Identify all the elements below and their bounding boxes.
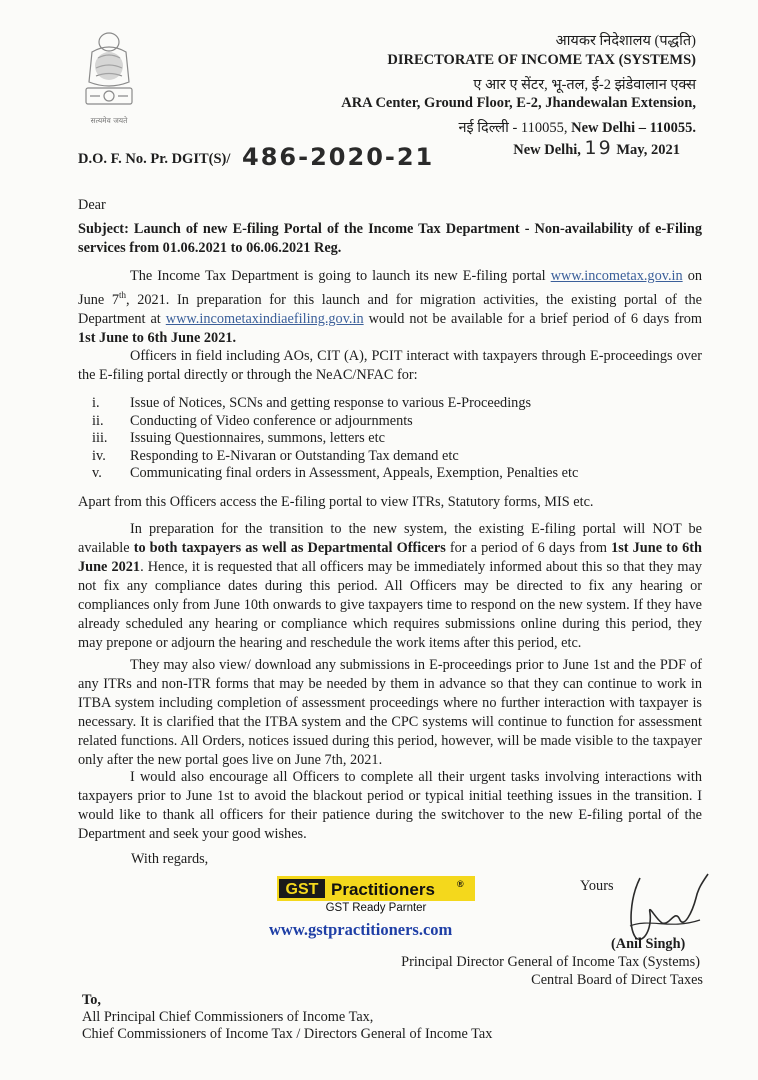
subject: Subject: Launch of new E-filing Portal of the Income Tax Department - Non-availability of e-Filing services from 01.06.2021 to 06.06.2021 Reg. [78, 221, 702, 256]
signer-name: (Anil Singh) [611, 936, 686, 952]
header-address: ARA Center, Ground Floor, E-2, Jhandewalan Extension, [341, 95, 696, 111]
list-item [78, 395, 702, 413]
header-hindi-city: नई दिल्ली - 110055, [458, 120, 568, 136]
list-item [78, 413, 702, 431]
p1-text-c: , 2021. In preparation for this launch and for migration activities, the existing portal of the Department at [78, 291, 702, 327]
emblem-caption: सत्यमेव जयते [90, 116, 128, 125]
p1-sup: th [118, 290, 126, 300]
p1-text-d: would not be available for a brief period of 6 days from [363, 310, 703, 327]
date-day: 19 [584, 137, 613, 159]
p4-text-c: . Hence, it is requested that all officers may be immediately informed about this so that they may not fix any compliance dates during this period. All Officers may be directed to fix any hearing or compliances only from June 10th onwards to give taxpayers time to respond on the new system. If they have already scheduled any hearing or compliance which requires submissions online during this period, they may prepone or adjourn the hearing and reschedule the work items after this period, etc. [78, 559, 702, 651]
header-city: New Delhi – 110055. [571, 120, 696, 136]
p1-text-b: on June 7 [78, 268, 702, 308]
date-line [513, 137, 680, 159]
list-num: iv. [92, 447, 106, 464]
p4-bold-2: 1st June to 6th June 2021 [78, 540, 702, 575]
header-hindi-dept: आयकर निदेशालय (पद्धति) [555, 33, 696, 49]
ref-line [78, 141, 434, 169]
recipient-line-2: Chief Commissioners of Income Tax / Directors General of Income Tax [82, 1026, 493, 1042]
header-city-line [458, 117, 696, 137]
header-hindi-address: ए आर ए सेंटर, भू-तल, ई-2 झंडेवालान एक्स [473, 77, 696, 93]
gst-tagline: GST Ready Parnter [325, 902, 427, 914]
paragraph-3: Apart from this Officers access the E-filing portal to view ITRs, Statutory forms, MIS etc. [78, 494, 594, 510]
gst-logo-graphic [277, 876, 475, 901]
p4-text-a: In preparation for the transition to the new system, the existing E-filing portal will NOT be available [78, 521, 702, 556]
list-text: Communicating final orders in Assessment, Appeals, Exemption, Penalties etc [130, 465, 579, 481]
header-dept: DIRECTORATE OF INCOME TAX (SYSTEMS) [387, 52, 696, 68]
ref-handwritten: 486-2020-21 [242, 143, 435, 171]
list-num: v. [92, 465, 102, 481]
paragraph-4 [78, 520, 702, 653]
paragraph-1 [78, 267, 702, 348]
paragraph-5: They may also view/ download any submissions in E-proceedings prior to June 1st and the PDF of any ITRs and non-ITR forms that may be needed by them in advance so that they can continue to work in ITBA system including completion of assessment proceedings where no further interaction with taxpayer is necessary. It is clarified that the ITBA system and the CPC systems will continue to function for assessment related functions. All Orders, notices issued during this period, however, will be made visible to the taxpayer only after the new portal goes live on June 7th, 2021. [78, 657, 702, 768]
gst-url[interactable]: www.gstpractitioners.com [269, 920, 453, 939]
regards: With regards, [131, 851, 209, 867]
national-emblem-icon [78, 28, 140, 136]
paragraph-6: I would also encourage all Officers to complete all their urgent tasks involving interactions with taxpayers prior to June 1st to avoid the blackout period or typical initial teething issues in the transition. I would like to thank all officers for their patience during the switchover to the new E-filing portal of the Department and seek your good wishes. [78, 769, 702, 842]
gst-practitioners-logo [277, 876, 475, 901]
yours: Yours [580, 878, 614, 894]
signer-org: Central Board of Direct Taxes [531, 972, 703, 988]
date-prefix: New Delhi, [513, 142, 581, 158]
recipients-to: To, [82, 992, 101, 1008]
activities-list [78, 395, 702, 483]
svg-text:®: ® [457, 879, 464, 889]
svg-text:GST: GST [285, 881, 319, 898]
date-suffix: May, 2021 [616, 142, 680, 158]
list-text: Issue of Notices, SCNs and getting response to various E-Proceedings [130, 395, 532, 411]
list-text: Responding to E-Nivaran or Outstanding Tax demand etc [130, 447, 459, 464]
efiling-link[interactable]: www.incometaxindiaefiling.gov.in [165, 310, 364, 327]
salutation: Dear [78, 197, 106, 213]
ref-label: D.O. F. No. Pr. DGIT(S)/ [78, 151, 231, 167]
list-num: ii. [92, 412, 104, 429]
list-item [78, 465, 702, 483]
incometax-link[interactable]: www.incometax.gov.in [550, 268, 683, 284]
list-num: i. [92, 395, 100, 411]
p4-text-b: for a period of 6 days from [445, 540, 612, 556]
list-text: Issuing Questionnaires, summons, letters etc [130, 430, 385, 446]
svg-text:Practitioners: Practitioners [331, 880, 435, 899]
p1-bold-dates: 1st June to 6th June 2021. [78, 329, 237, 346]
list-text: Conducting of Video conference or adjournments [130, 412, 413, 429]
p1-text-a: The Income Tax Department is going to launch its new E-filing portal [130, 268, 551, 284]
signer-title: Principal Director General of Income Tax (Systems) [401, 954, 700, 970]
p4-bold-1: to both taxpayers as well as Departmental Officers [133, 540, 446, 556]
paragraph-2: Officers in field including AOs, CIT (A), PCIT interact with taxpayers through E-proceedings over the E-filing portal directly or through the NeAC/NFAC for: [78, 348, 702, 383]
list-num: iii. [92, 430, 108, 446]
list-item [78, 430, 702, 448]
list-item [78, 448, 702, 466]
recipient-line-1: All Principal Chief Commissioners of Income Tax, [82, 1009, 374, 1025]
